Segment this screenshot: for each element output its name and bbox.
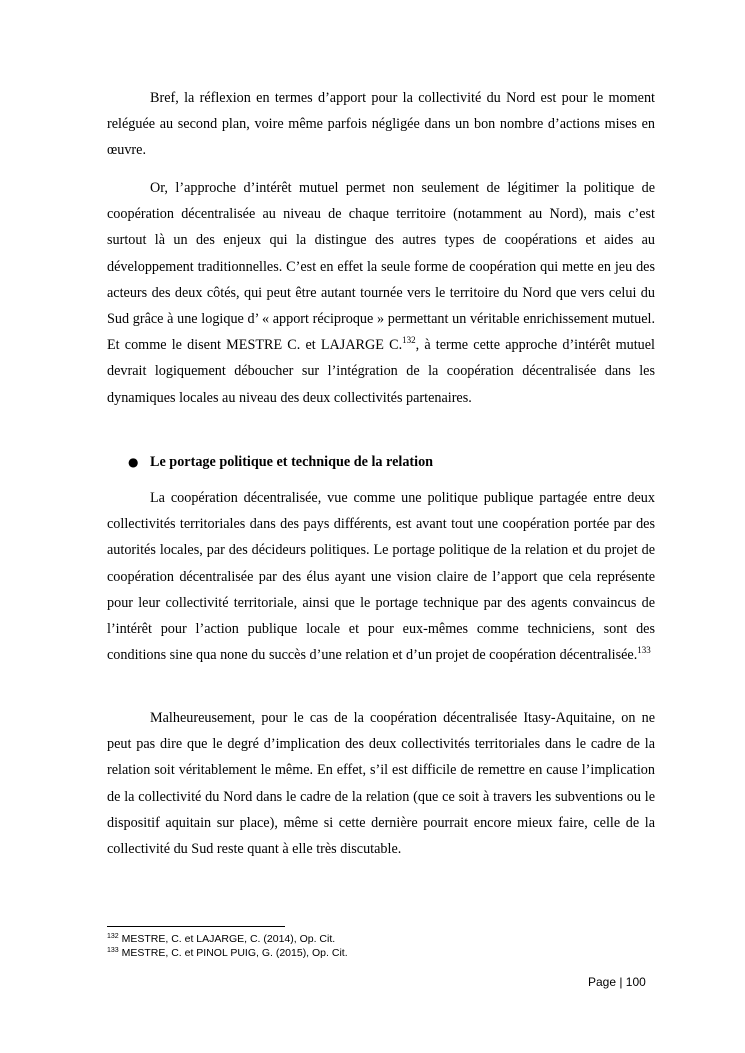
paragraph-1: Bref, la réflexion en termes d’apport pour la collectivité du Nord est pour le moment reléguée au second plan, voire même parfois négligée dans un bon nombre d’actions mises en œuvre. bbox=[107, 90, 655, 159]
paragraph-4: Malheureusement, pour le cas de la coopération décentralisée Itasy-Aquitaine, on ne peut pas dire que le degré d’implication des deux collectivités territoriales dans le cadre de la relation soit véritablement le même. En effet, s’il est difficile de remettre en cause l’implication de la collectivité du Nord dans le cadre de la relation (que ce soit à travers les subventions ou le dispositif aquitain sur place), même si cette dernière pourrait encore mieux faire, celle de la collectivité du Sud reste quant à elle très discutable. bbox=[107, 710, 655, 858]
footnote-ref-133: 133 bbox=[637, 645, 651, 656]
footnote-132: $^{132}$ MESTRE, C. et LAJARGE, C. (2014), Op. Cit. bbox=[107, 933, 336, 945]
footnote-divider bbox=[107, 926, 285, 927]
section-heading: Le portage politique et technique de la relation bbox=[150, 454, 434, 470]
footnote-ref-132: 132 bbox=[402, 335, 416, 346]
bullet-item bbox=[128, 450, 658, 474]
bullet-dot-icon: ● bbox=[128, 455, 139, 469]
footnote-133: $^{133}$ MESTRE, C. et PINOL PUIG, G. (2015), Op. Cit. bbox=[107, 947, 348, 959]
paragraph-3: La coopération décentralisée, vue comme une politique publique partagée entre deux collectivités territoriales dans des pays différents, est avant tout une coopération portée par des autorités locales, par des décideurs politiques. Le portage politique de la relation et du projet de coopération décentralisée par des élus ayant une vision claire de l’apport que cela représente pour leur collectivité territoriale, ainsi que le portage technique par des agents convaincus de l’intérêt pour l’action publique locale et pour eux-mêmes comme techniciens, sont des conditions sine qua none du succès d’une relation et d’un projet de coopération décentralisée.$^{133}$ bbox=[107, 490, 655, 664]
paragraph-2: Or, l’approche d’intérêt mutuel permet non seulement de légitimer la politique de coopération décentralisée au niveau de chaque territoire (notamment au Nord), mais c’est surtout là un des enjeux qui la distingue des autres types de coopérations et aides au développement traditionnelles. C’est en effet la seule forme de coopération qui mette en jeu des acteurs des deux côtés, qui peut être autant tournée vers le territoire du Nord que vers celui du Sud grâce à une logique d’ « apport réciproque » permettant un véritable enrichissement mutuel. Et comme le disent MESTRE C. et LAJARGE C.$^{132}$, à terme cette approche d’intérêt mutuel devrait logiquement déboucher sur l’intégration de la coopération décentralisée dans les dynamiques locales au niveau des deux collectivités partenaires. bbox=[107, 180, 655, 406]
page-number: Page | 100 bbox=[588, 975, 646, 989]
